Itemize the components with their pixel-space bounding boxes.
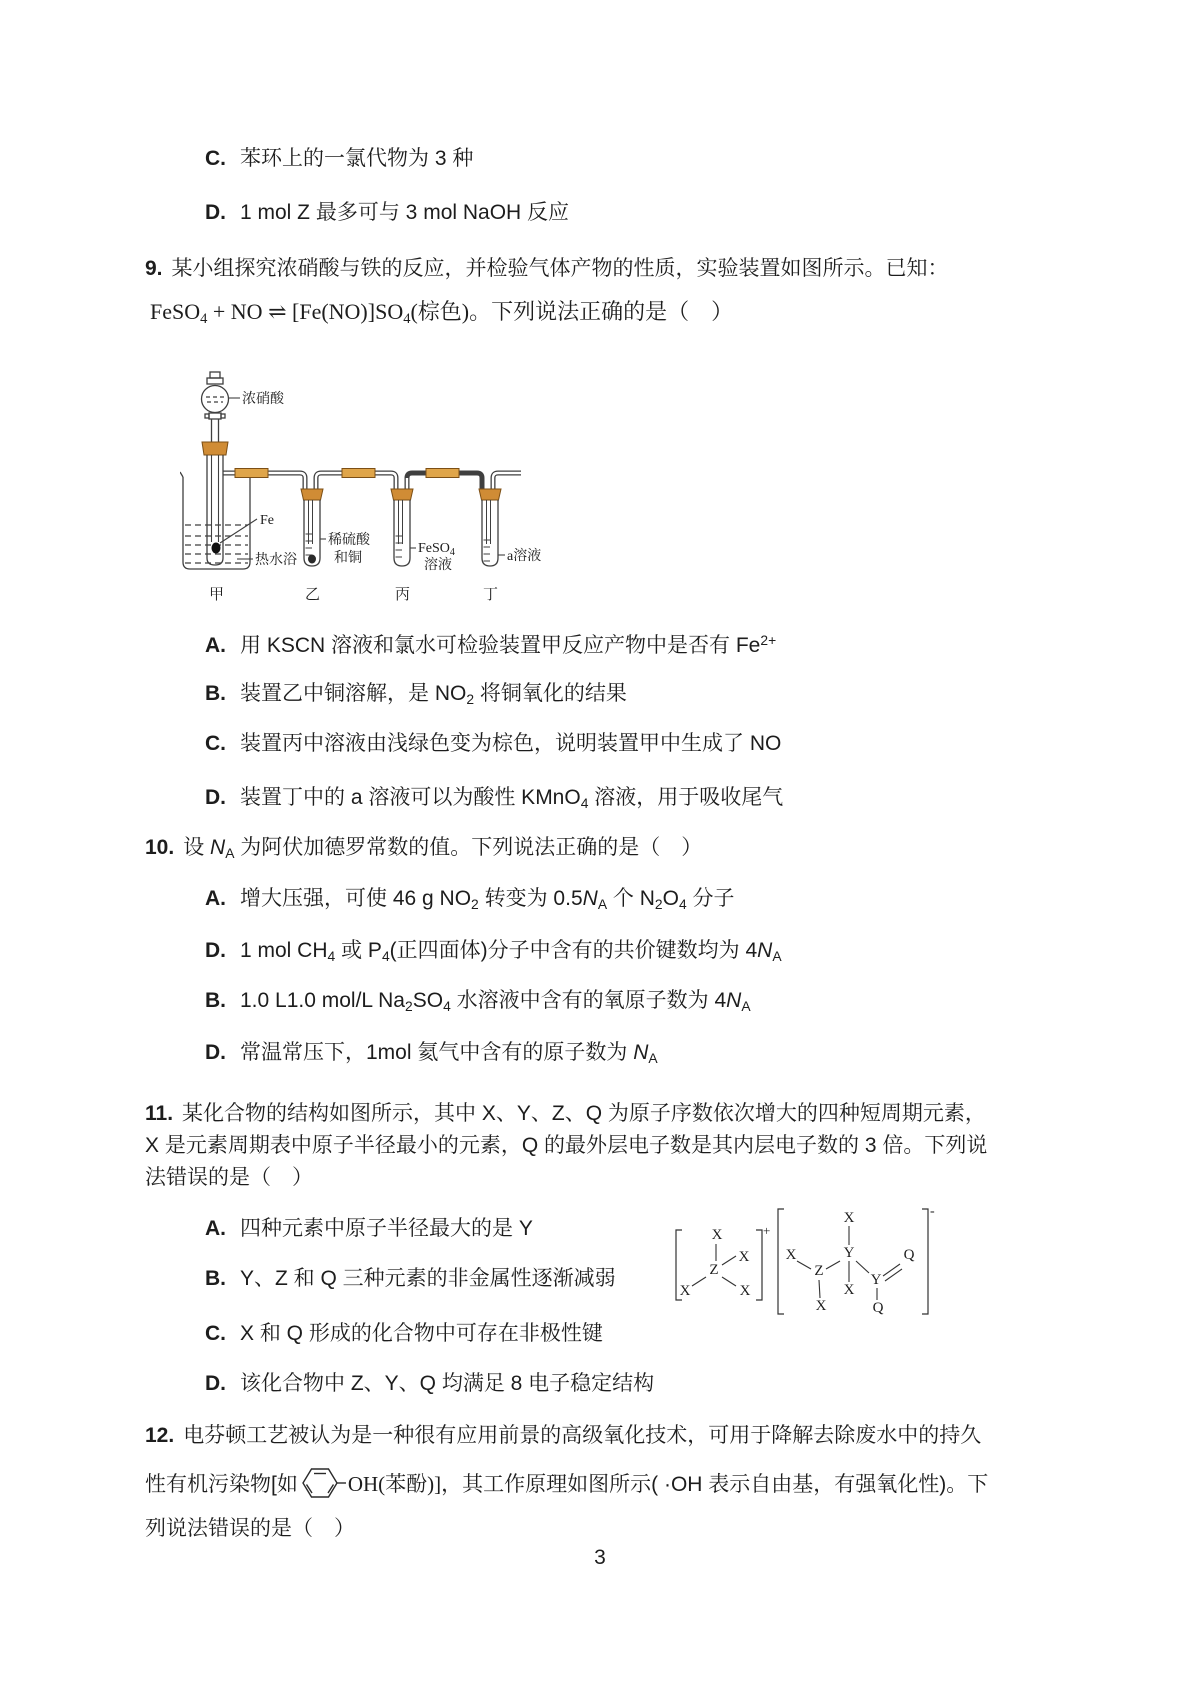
option-text: 装置乙中铜溶解，是 $NO_2$ 将铜氧化的结果: [240, 682, 627, 707]
option-text: 用 KSCN 溶液和氯水可检验装置甲反应产物中是否有 $Fe^{2+}$: [240, 632, 777, 657]
test-tube-bing: [391, 489, 413, 566]
chemical-equation: FeSO$_4$ + NO ⇌ $[Fe(NO)]SO_4$(棕色)。: [150, 299, 492, 328]
option-row: [205, 985, 751, 1016]
question-text: 性有机污染物[如: [145, 1473, 298, 1496]
option-label: D.: [205, 1041, 226, 1064]
option-text: 四种元素中原子半径最大的是 Y: [240, 1217, 533, 1240]
question-number: 11.: [145, 1102, 174, 1125]
apparatus-figure: [180, 362, 565, 607]
option-row: [205, 630, 776, 661]
q11-structure-figure: [672, 1203, 942, 1325]
anion-atoms: [786, 1210, 915, 1316]
caption-yi: 乙: [305, 587, 321, 603]
funnel-label: 浓硝酸: [242, 392, 284, 407]
question-9-equation: [150, 296, 733, 327]
question-12-stem-line3: [145, 1513, 355, 1544]
atom-label: Z: [709, 1262, 719, 1278]
option-row: [205, 678, 627, 709]
test-tube-ding: [479, 489, 501, 566]
option-row: [205, 1368, 654, 1399]
option-text: Y、Z 和 Q 三种元素的非金属性逐渐减弱: [240, 1267, 616, 1290]
option-label: A.: [205, 1217, 226, 1240]
rubber-coupler: [342, 469, 375, 478]
option-label: B.: [205, 989, 226, 1012]
stem-line: 11. 某化合物的结构如图所示，其中 X、Y、Z、Q 为原子序数依次增大的四种短周期元素，: [145, 1102, 986, 1125]
atom-label: X: [785, 1247, 797, 1263]
iron-piece: [212, 543, 221, 554]
option-label: A.: [205, 634, 226, 657]
atom-label: Q: [903, 1247, 915, 1263]
option-label: D.: [205, 1372, 226, 1395]
option-label: D.: [205, 939, 226, 962]
question-text: 电芬顿工艺被认为是一种很有应用前景的高级氧化技术，可用于降解去除废水中的持久: [183, 1424, 982, 1447]
option-label: B.: [205, 1267, 226, 1290]
option-label: C.: [205, 732, 226, 755]
connecting-pipes: [223, 469, 521, 490]
option-text: 增大压强，可使 46 g $NO_2$ 转变为 $0.5N_A$ 个 $N_2O_4$ 分子: [240, 887, 735, 912]
caption-bing: 丙: [395, 587, 411, 603]
atom-label: X: [843, 1210, 855, 1226]
atom-label: X: [843, 1282, 855, 1298]
question-10-stem: [145, 832, 702, 863]
test-tube-yi: [301, 489, 323, 566]
option-label: C.: [205, 1322, 226, 1345]
atom-label: Q: [872, 1300, 884, 1316]
phenol-text: OH(苯酚)]: [347, 1472, 442, 1496]
tube-bing-label-line2: 溶液: [424, 558, 452, 573]
tube-ding-label: a溶液: [507, 549, 542, 564]
iron-label: Fe: [260, 513, 274, 528]
option-row: [205, 1037, 658, 1068]
option-row: [205, 1213, 533, 1244]
atom-label: Y: [870, 1272, 882, 1288]
atom-label: X: [679, 1283, 691, 1299]
atom-label: X: [738, 1249, 750, 1265]
option-text: 1 mol $CH_4$ 或 $P_4$(正四面体)分子中含有的共价键数均为 $4N_A$: [240, 939, 782, 964]
option-text: 该化合物中 Z、Y、Q 均满足 8 电子稳定结构: [240, 1372, 655, 1395]
atom-label: Z: [814, 1263, 824, 1279]
caption-ding: 丁: [483, 587, 499, 603]
leader-line: [220, 519, 257, 543]
option-text: 装置丁中的 a 溶液可以为酸性 KMnO$_4$ 溶液，用于吸收尾气: [240, 786, 784, 811]
option-text: 常温常压下，1mol 氦气中含有的原子数为 $N_A$: [240, 1041, 658, 1066]
question-12-stem-line2: [145, 1460, 988, 1506]
stem-line: 法错误的是（ ）: [145, 1166, 313, 1189]
option-label: A.: [205, 887, 226, 910]
rubber-coupler: [235, 469, 268, 478]
atom-label: X: [711, 1227, 723, 1243]
option-label: D.: [205, 201, 226, 224]
option-label: C.: [205, 147, 226, 170]
option-text: 装置丙中溶液由浅绿色变为棕色，说明装置甲中生成了 NO: [240, 732, 782, 755]
atom-label: X: [739, 1283, 751, 1299]
question-number: 12.: [145, 1424, 175, 1447]
anion-charge: -: [930, 1204, 935, 1219]
rubber-coupler: [426, 469, 459, 478]
reaction-tube-jia: [202, 442, 228, 565]
stem-line: X 是元素周期表中原子半径最小的元素，Q 的最外层电子数是其内层电子数的 3 倍。下列说: [145, 1134, 988, 1157]
cation-charge: +: [763, 1223, 771, 1238]
equation-rest: 下列说法正确的是（ ）: [491, 299, 734, 324]
option-text: 苯环上的一氯代物为 3 种: [240, 147, 474, 170]
question-9-stem: [145, 253, 949, 284]
dropping-funnel: [202, 372, 229, 442]
question-text: 某小组探究浓硝酸与铁的反应，并检验气体产物的性质，实验装置如图所示。已知：: [171, 257, 949, 280]
option-text: 1 mol Z 最多可与 3 mol NaOH 反应: [240, 201, 570, 224]
question-number: 9.: [145, 257, 163, 280]
option-row: [205, 782, 783, 813]
option-row: [205, 1263, 616, 1294]
beaker-hot-water-bath: [180, 472, 250, 569]
question-text: 设 $N_A$ 为阿伏加德罗常数的值。下列说法正确的是（ ）: [183, 836, 703, 861]
benzene-ring: [299, 1461, 347, 1505]
question-number: 10.: [145, 836, 175, 859]
question-text: 列说法错误的是（ ）: [145, 1517, 355, 1540]
caption-jia: 甲: [209, 587, 225, 603]
option-row: [205, 883, 735, 914]
atom-label: Y: [843, 1245, 855, 1261]
question-12-stem-line1: [145, 1420, 981, 1451]
tube-bing-label-line1: FeSO$_4$: [418, 541, 455, 558]
option-row: [205, 1318, 603, 1349]
tube-yi-label-line2: 和铜: [334, 551, 362, 566]
option-text: 1.0 L1.0 mol/L $Na_2SO_4$ 水溶液中含有的氧原子数为 $4N_A$: [240, 989, 751, 1014]
option-row: [205, 197, 569, 228]
question-text: ，其工作原理如图所示( ·OH 表示自由基，有强氧化性)。下: [441, 1473, 989, 1496]
option-row: [205, 143, 473, 174]
page-number: 3: [594, 1546, 606, 1569]
bath-label: 热水浴: [255, 553, 297, 568]
atom-label: X: [815, 1298, 827, 1314]
cation-atoms: [680, 1227, 751, 1299]
option-text: X 和 Q 形成的化合物中可存在非极性键: [240, 1322, 603, 1345]
copper-piece: [308, 555, 316, 564]
option-label: D.: [205, 786, 226, 809]
question-11-stem: [145, 1098, 987, 1194]
option-row: [205, 728, 781, 759]
option-row: [205, 935, 782, 966]
tube-yi-label-line1: 稀硫酸: [328, 533, 370, 548]
option-label: B.: [205, 682, 226, 705]
